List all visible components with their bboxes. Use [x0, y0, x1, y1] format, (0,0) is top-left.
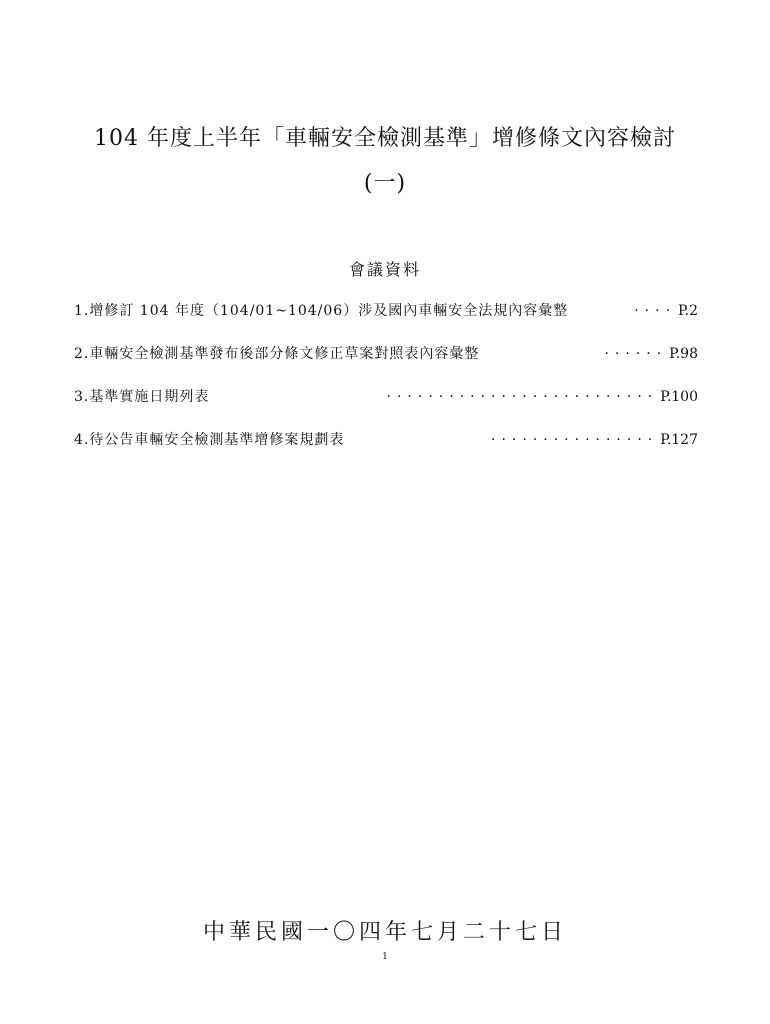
toc-item-label: 2.車輛安全檢測基準發布後部分條文修正草案對照表內容彙整	[74, 346, 480, 362]
toc-item-1	[74, 300, 698, 343]
toc-item-3	[74, 386, 698, 429]
section-heading: 會議資料	[348, 260, 421, 279]
toc-item-label: 1.增修訂 104 年度（104/01~104/06）涉及國內車輛安全法規內容彙整	[74, 303, 569, 319]
toc-page-ref: P.100	[660, 389, 698, 405]
toc-item-4	[74, 429, 698, 472]
toc-leader-dots: ················	[491, 432, 659, 448]
table-of-contents	[74, 300, 698, 472]
toc-item-label: 3.基準實施日期列表	[74, 389, 210, 405]
toc-page-ref: P.98	[669, 346, 698, 362]
page-number: 1	[382, 952, 388, 962]
toc-page-ref: P.2	[678, 303, 698, 319]
toc-item-label: 4.待公告車輛安全檢測基準增修案規劃表	[74, 432, 345, 448]
document-title-line-2: (一)	[363, 171, 407, 196]
footer-date: 中華民國一〇四年七月二十七日	[202, 920, 567, 945]
toc-item-2	[74, 343, 698, 386]
toc-page-ref: P.127	[660, 432, 698, 448]
toc-leader-dots: ··························	[386, 389, 659, 405]
toc-leader-dots: ······	[604, 346, 668, 362]
toc-leader-dots: ····	[634, 303, 677, 319]
document-title-line-1: 104 年度上半年「車輛安全檢測基準」增修條文內容檢討	[94, 126, 676, 151]
